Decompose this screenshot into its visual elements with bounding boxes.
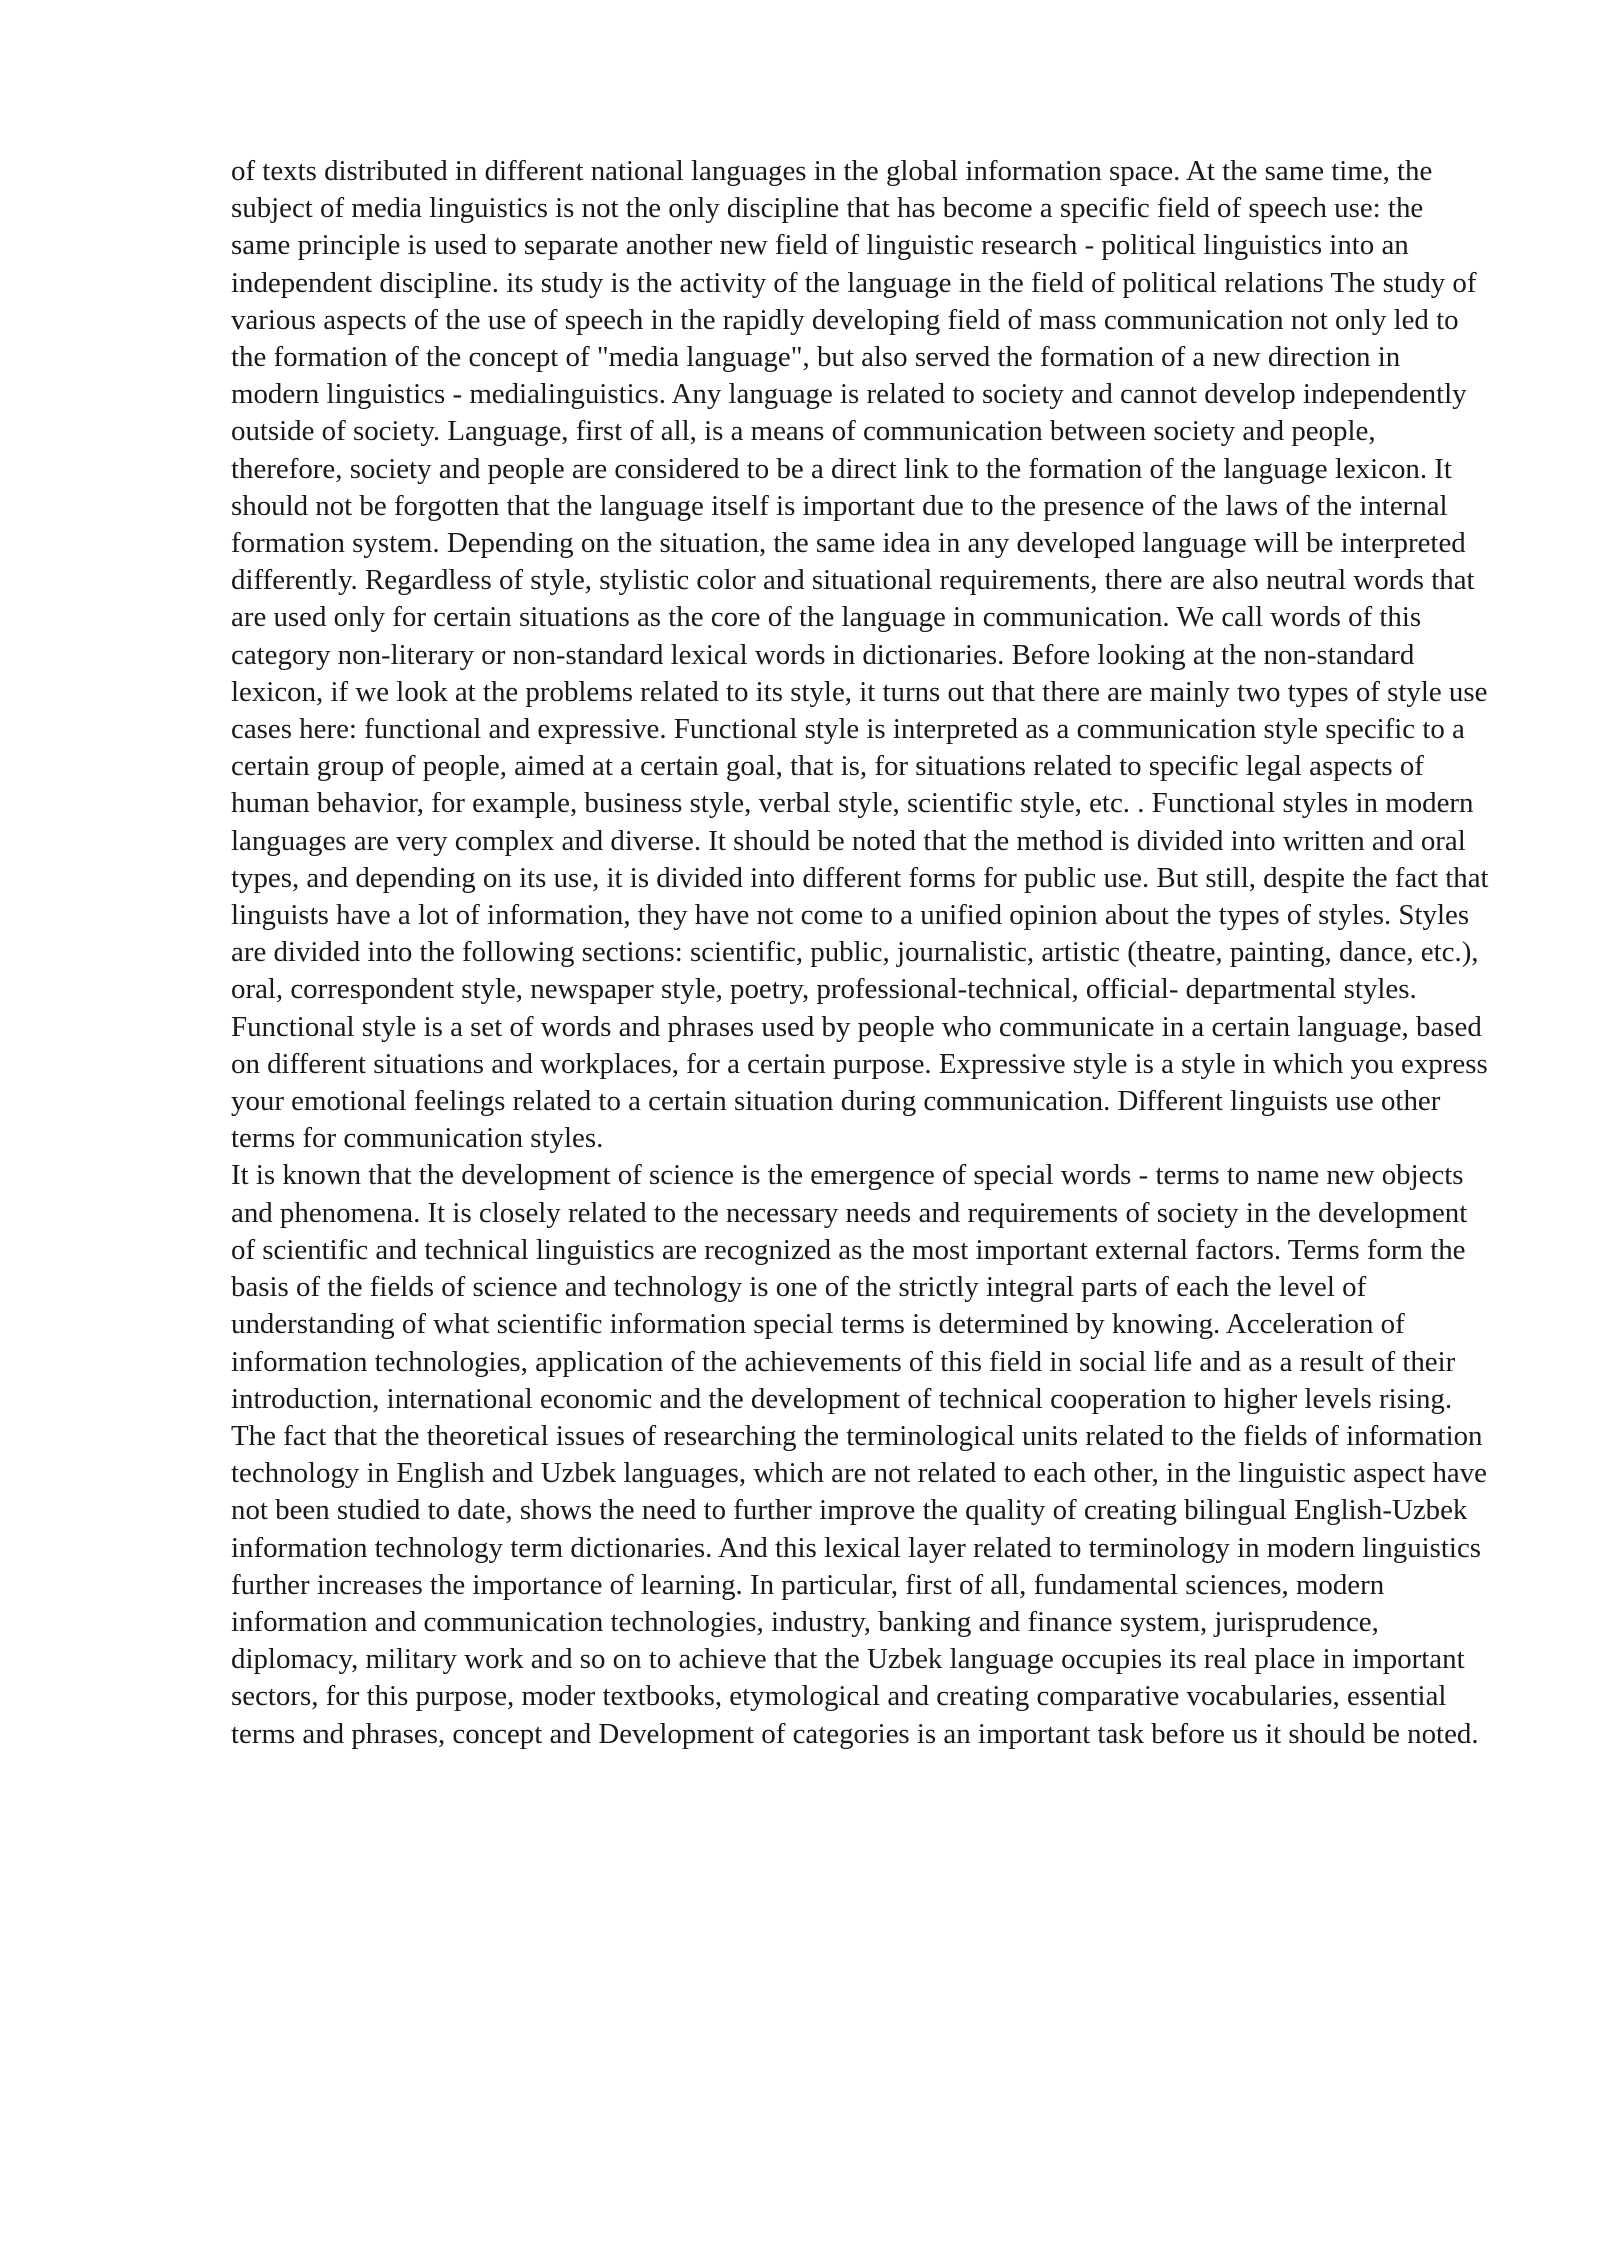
paragraph-1: of texts distributed in different national languages in the global information space. At the same time, the subject of media linguistics is not the only discipline that has become a specific field of speech use: the same principle is used to separate another new field of linguistic research - political linguistics into an independent discipline. its study is the activity of the language in the field of political relations The study of various aspects of the use of speech in the rapidly developing field of mass communication not only led to the formation of the concept of "media language", but also served the formation of a new direction in modern linguistics - medialinguistics. Any language is related to society and cannot develop independently outside of society. Language, first of all, is a means of communication between society and people, therefore, society and people are considered to be a direct link to the formation of the language lexicon. It should not be forgotten that the language itself is important due to the presence of the laws of the internal formation system. Depending on the situation, the same idea in any developed language will be interpreted differently. Regardless of style, stylistic color and situational requirements, there are also neutral words that are used only for certain situations as the core of the language in communication. We call words of this category non-literary or non-standard lexical words in dictionaries. Before looking at the non-standard lexicon, if we look at the problems related to its style, it turns out that there are mainly two types of style use cases here: functional and expressive. Functional style is interpreted as a communication style specific to a certain group of people, aimed at a certain goal, that is, for situations related to specific legal aspects of human behavior, for example, business style, verbal style, scientific style, etc. . Functional styles in modern languages are very complex and diverse. It should be noted that the method is divided into written and oral types, and depending on its use, it is divided into different forms for public use. But still, despite the fact that linguists have a lot of information, they have not come to a unified opinion about the types of styles. Styles are divided into the following sections: scientific, public, journalistic, artistic (theatre, painting, dance, etc.), oral, correspondent style, newspaper style, poetry, professional-technical, official- departmental styles. Functional style is a set of words and phrases used by people who communicate in a certain language, based on different situations and workplaces, for a certain purpose. Expressive style is a style in which you express your emotional feelings related to a certain situation during communication. Different linguists use other terms for communication styles. <box>231 155 1489 1155</box>
body-text <box>231 153 1489 1753</box>
paragraph-2: It is known that the development of science is the emergence of special words - terms to name new objects and phenomena. It is closely related to the necessary needs and requirements of society in the development of scientific and technical linguistics are recognized as the most important external factors. Terms form the basis of the fields of science and technology is one of the strictly integral parts of each the level of understanding of what scientific information special terms is determined by knowing. Acceleration of information technologies, application of the achievements of this field in social life and as a result of their introduction, international economic and the development of technical cooperation to higher levels rising. The fact that the theoretical issues of researching the terminological units related to the fields of information technology in English and Uzbek languages, which are not related to each other, in the linguistic aspect have not been studied to date, shows the need to further improve the quality of creating bilingual English-Uzbek information technology term dictionaries. And this lexical layer related to terminology in modern linguistics further increases the importance of learning. In particular, first of all, fundamental sciences, modern information and communication technologies, industry, banking and finance system, jurisprudence, diplomacy, military work and so on to achieve that the Uzbek language occupies its real place in important sectors, for this purpose, moder textbooks, etymological and creating comparative vocabularies, essential terms and phrases, concept and Development of categories is an important task before us it should be noted. <box>231 1159 1487 1750</box>
